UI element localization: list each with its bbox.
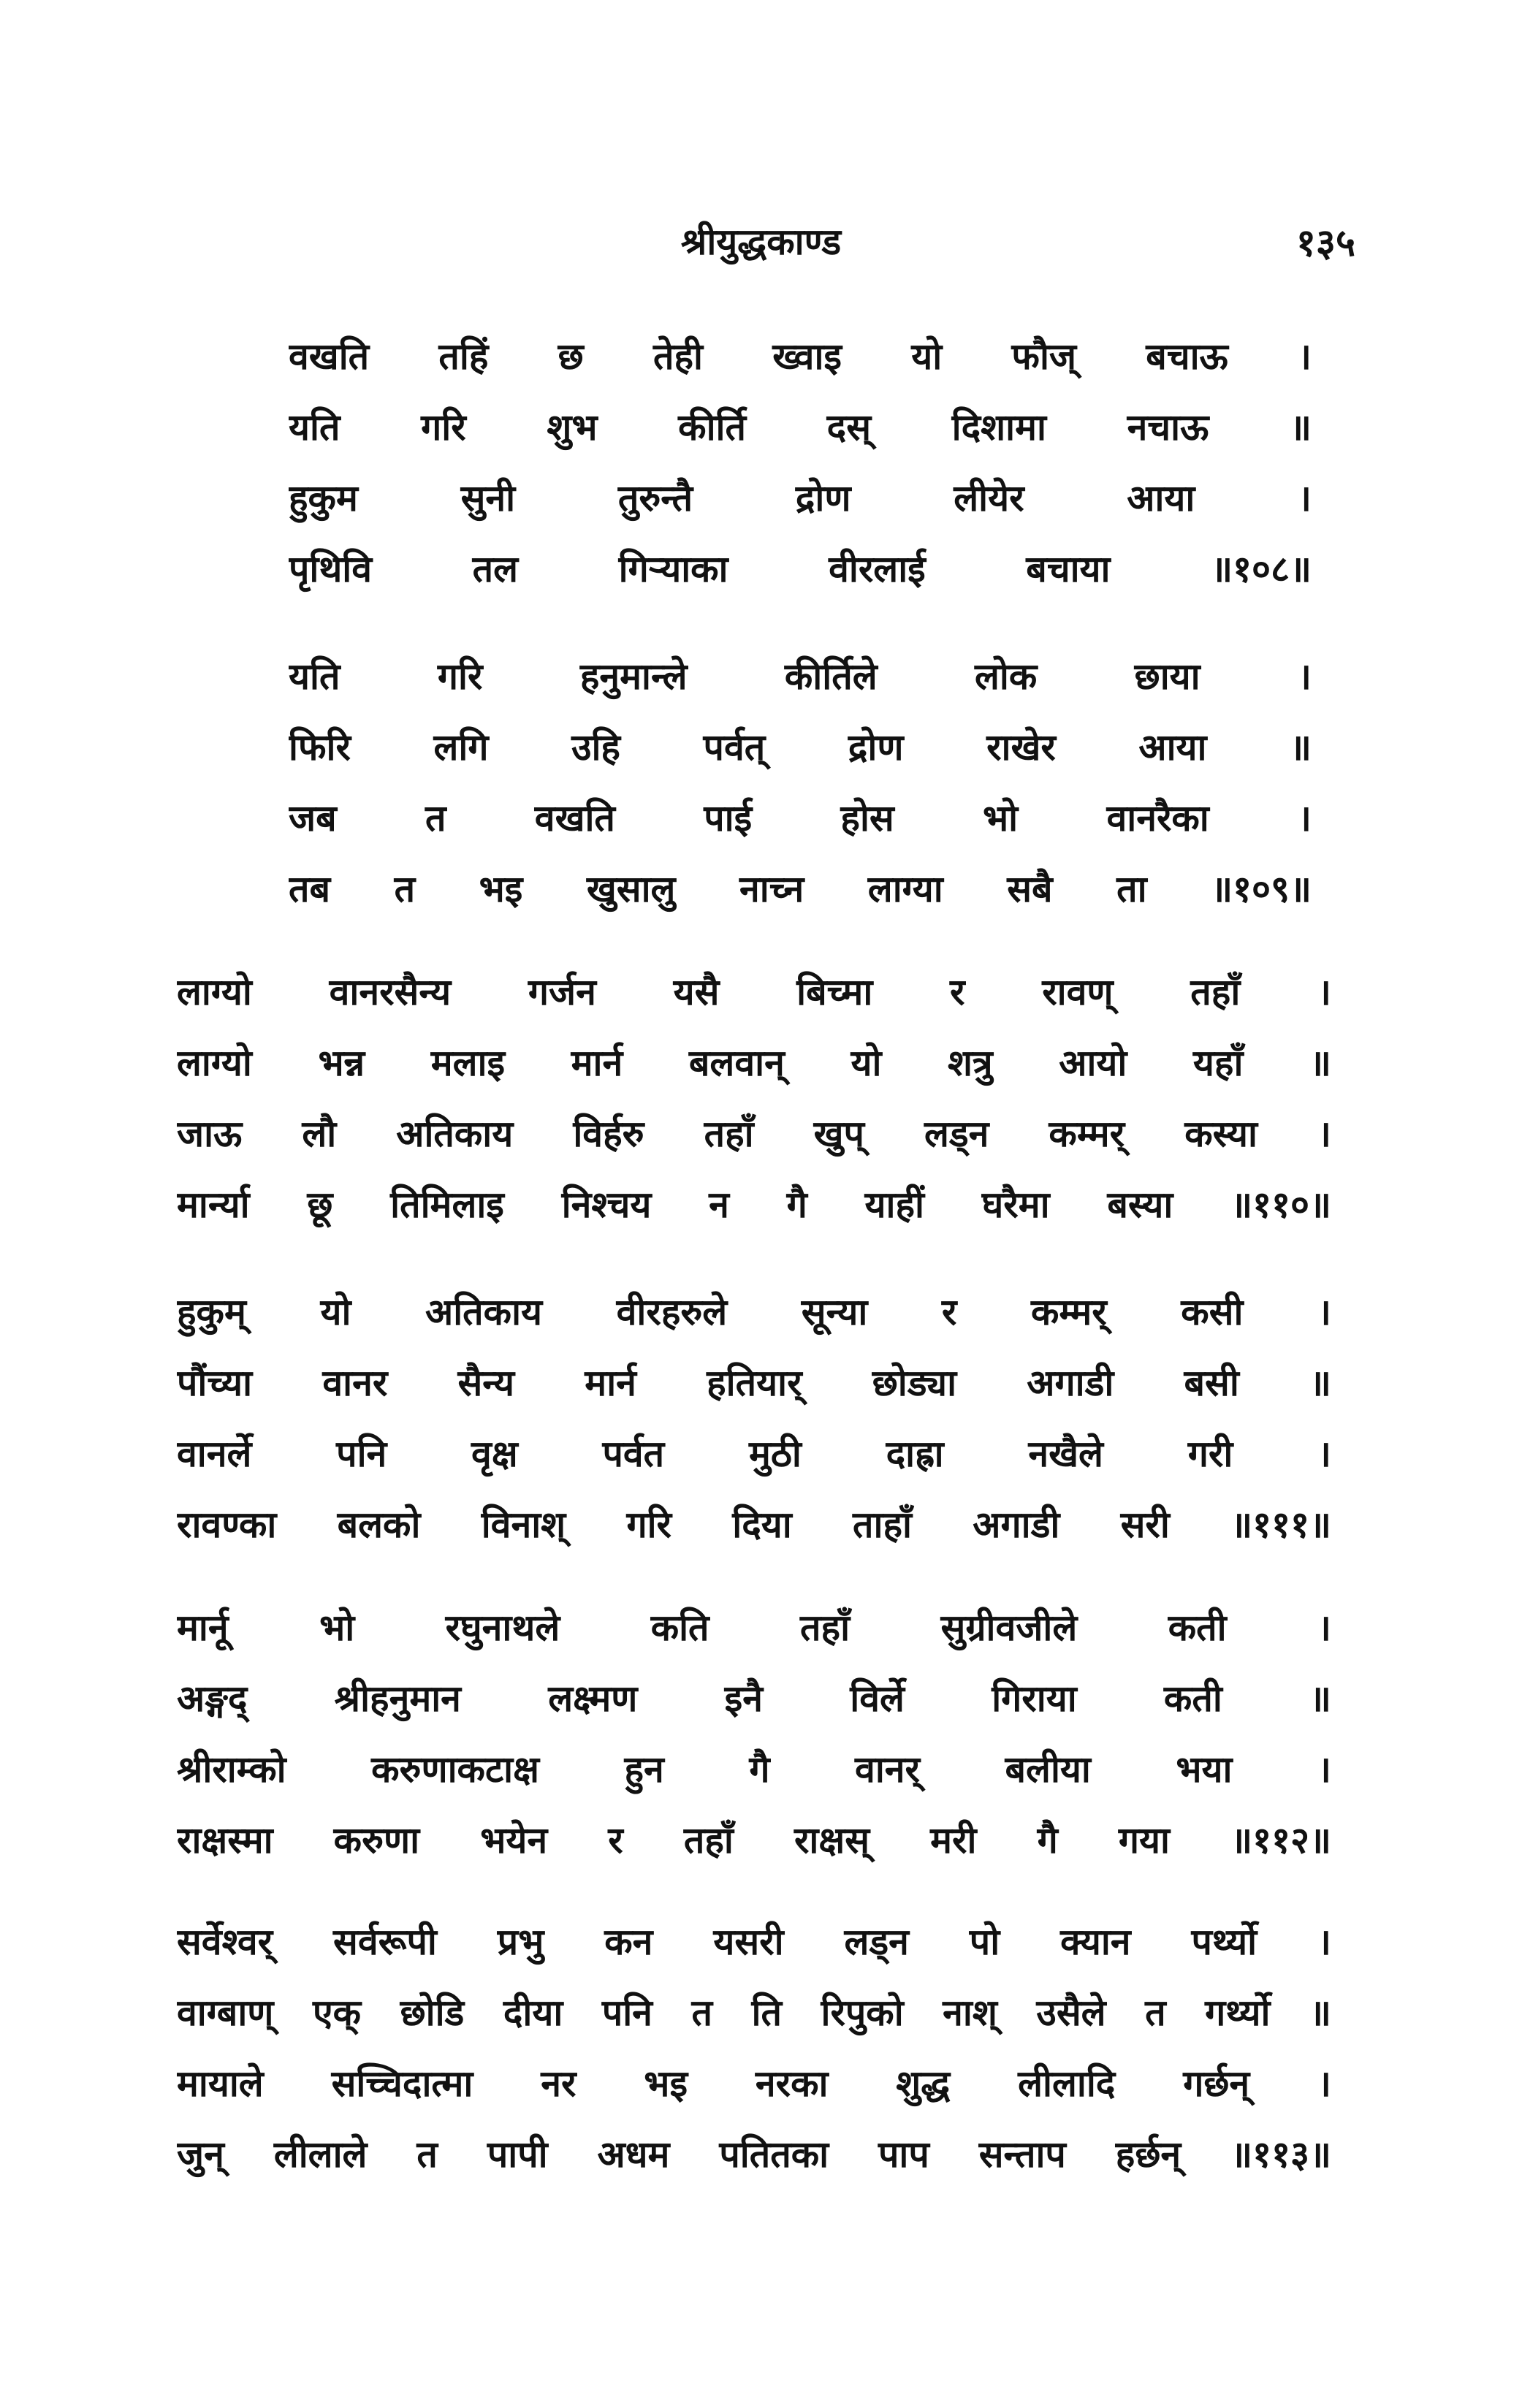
verse-113 [177,1907,1331,2190]
verse-line: लाग्यो भन्न मलाइ मार्न बलवान् यो शत्रु आयो यहाँ ॥ [177,1042,1331,1084]
verse-line: मार्न्या छू तिमिलाइ निश्चय न गै याहीं घरैमा बस्या ॥११०॥ [177,1184,1331,1226]
verse-line: वानर्ले पनि वृक्ष पर्वत मुठी दाह्रा नखैले गरी । [177,1433,1331,1475]
running-header [0,216,1522,281]
verse-line: यति गरि शुभ कीर्ति दस् दिशामा नचाऊ ॥ [289,406,1312,449]
verse-line: वाग्बाण् एक् छोडि दीया पनि त ति रिपुको नाश् उसैले त गर्थ्यो ॥ [177,1992,1331,2034]
verse-line: राक्षस्मा करुणा भयेन र तहाँ राक्षस् मरी गै गया ॥११२॥ [177,1819,1331,1862]
verse-line: मार्नू भो रघुनाथले कति तहाँ सुग्रीवजीले कती । [177,1607,1331,1649]
verse-line: तब त भइ खुसालु नाच्न लाग्या सबै ता ॥१०९॥ [289,868,1312,910]
verse-line: श्रीराम्को करुणाकटाक्ष हुन गै वानर् बलीया भया । [177,1748,1331,1791]
verse-line: रावण्का बलको विनाश् गरि दिया ताहाँ अगाडी सरी ॥१११॥ [177,1504,1331,1546]
verse-110 [177,957,1331,1241]
verse-line: पृथिवि तल गिऱ्याका वीरलाई बचाया ॥१०८॥ [289,548,1312,590]
verse-line: सर्वेश्वर् सर्वरूपी प्रभु कन यसरी लड्न पो क्यान पर्थ्यो । [177,1921,1331,1963]
verse-line: पौंच्या वानर सैन्य मार्न हतियार् छोड्या अगाडी बसी ॥ [177,1362,1331,1404]
verse-line: लाग्यो वानरसैन्य गर्जन यसै बिच्मा र रावण् तहाँ । [177,971,1331,1013]
verse-line: अङ्गद् श्रीहनुमान लक्ष्मण इनै विर्ले गिराया कती ॥ [177,1677,1331,1720]
verse-line: फिरि लगि उहि पर्वत् द्रोण राखेर आया ॥ [289,726,1312,769]
verse-111 [177,1277,1331,1561]
page-number: १३५ [1295,221,1355,265]
verse-109 [289,641,1312,925]
verse-line: वखति तहिं छ तेही ख्वाइ यो फौज् बचाऊ । [289,335,1312,378]
verse-line: मायाले सच्चिदात्मा नर भइ नरका शुद्ध लीलादि गर्छन् । [177,2062,1331,2105]
verse-line: हुकुम सुनी तुरुन्तै द्रोण लीयेर आया । [289,477,1312,519]
verse-112 [177,1593,1331,1876]
verse-line: जब त वखति पाई होस भो वानरैका । [289,797,1312,839]
verse-line: जाऊ लौ अतिकाय विर्हरु तहाँ खुप् लड्न कम्मर् कस्या । [177,1113,1331,1155]
verse-108 [289,321,1312,605]
verse-line: हुकुम् यो अतिकाय वीरहरुले सून्या र कम्मर् कसी । [177,1291,1331,1333]
verse-line: यति गरि हनुमान्ले कीर्तिले लोक छाया । [289,655,1312,698]
verse-line: जुन् लीलाले त पापी अधम पतितका पाप सन्ताप हर्छन् ॥११३॥ [177,2133,1331,2176]
chapter-title: श्रीयुद्धकाण्ड [680,221,842,263]
